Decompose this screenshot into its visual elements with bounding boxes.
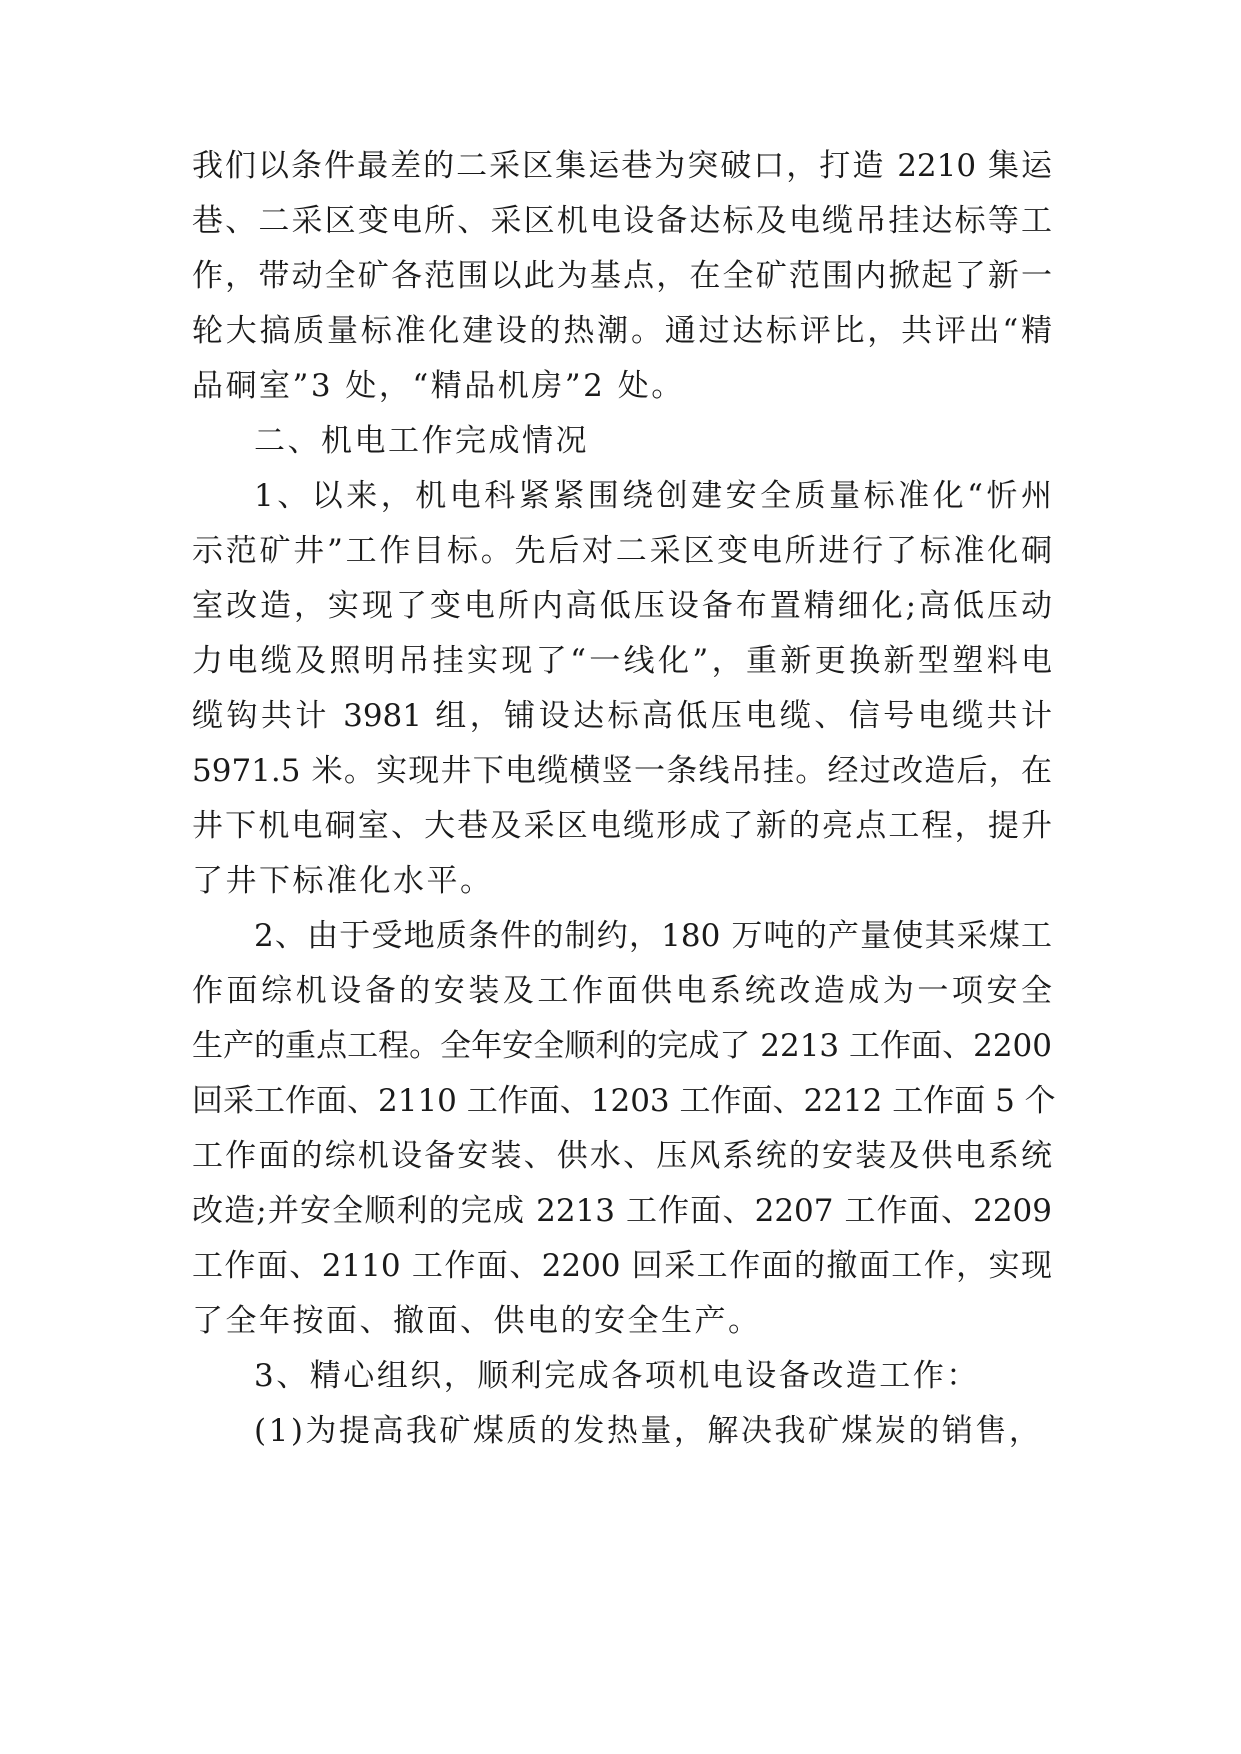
- text-line: 了井下标准化水平。: [192, 863, 494, 899]
- text-line: 1、以来，机电科紧紧围绕创建安全质量标准化“忻州: [254, 478, 1052, 514]
- text-line: 井下机电硐室、大巷及采区电缆形成了新的亮点工程，提升: [192, 808, 1052, 844]
- text-line: (1)为提高我矿煤质的发热量，解决我矿煤炭的销售，: [254, 1413, 1043, 1449]
- text-line: 轮大搞质量标准化建设的热潮。通过达标评比，共评出“精: [192, 313, 1052, 349]
- section-heading: 二、机电工作完成情况: [254, 423, 589, 459]
- text-line: 室改造，实现了变电所内高低压设备布置精细化;高低压动: [192, 588, 1052, 624]
- text-line: 2、由于受地质条件的制约，180 万吨的产量使其采煤工: [254, 918, 1052, 954]
- text-line: 3、精心组织，顺利完成各项机电设备改造工作：: [254, 1358, 980, 1394]
- text-line: 作，带动全矿各范围以此为基点，在全矿范围内掀起了新一: [192, 258, 1052, 294]
- text-line: 示范矿井”工作目标。先后对二采区变电所进行了标准化硐: [192, 533, 1052, 569]
- text-line: 工作面的综机设备安装、供水、压风系统的安装及供电系统: [192, 1138, 1052, 1174]
- text-line: 力电缆及照明吊挂实现了“一线化”，重新更换新型塑料电: [192, 643, 1052, 679]
- text-line: 巷、二采区变电所、采区机电设备达标及电缆吊挂达标等工: [192, 203, 1052, 239]
- text-line: 我们以条件最差的二采区集运巷为突破口，打造 2210 集运: [192, 148, 1052, 184]
- text-line: 作面综机设备的安装及工作面供电系统改造成为一项安全: [192, 973, 1052, 1009]
- text-line: 5971.5 米。实现井下电缆横竖一条线吊挂。经过改造后，在: [192, 753, 1052, 789]
- text-line: 改造;并安全顺利的完成 2213 工作面、2207 工作面、2209: [192, 1193, 1052, 1229]
- text-line: 缆钩共计 3981 组，铺设达标高低压电缆、信号电缆共计: [192, 698, 1052, 734]
- text-line: 回采工作面、2110 工作面、1203 工作面、2212 工作面 5 个: [192, 1083, 1056, 1119]
- text-line: 品硐室”3 处，“精品机房”2 处。: [192, 368, 685, 404]
- text-line: 工作面、2110 工作面、2200 回采工作面的撤面工作，实现: [192, 1248, 1052, 1284]
- text-line: 了全年按面、撤面、供电的安全生产。: [192, 1303, 762, 1339]
- text-line: 生产的重点工程。全年安全顺利的完成了 2213 工作面、2200: [192, 1028, 1052, 1064]
